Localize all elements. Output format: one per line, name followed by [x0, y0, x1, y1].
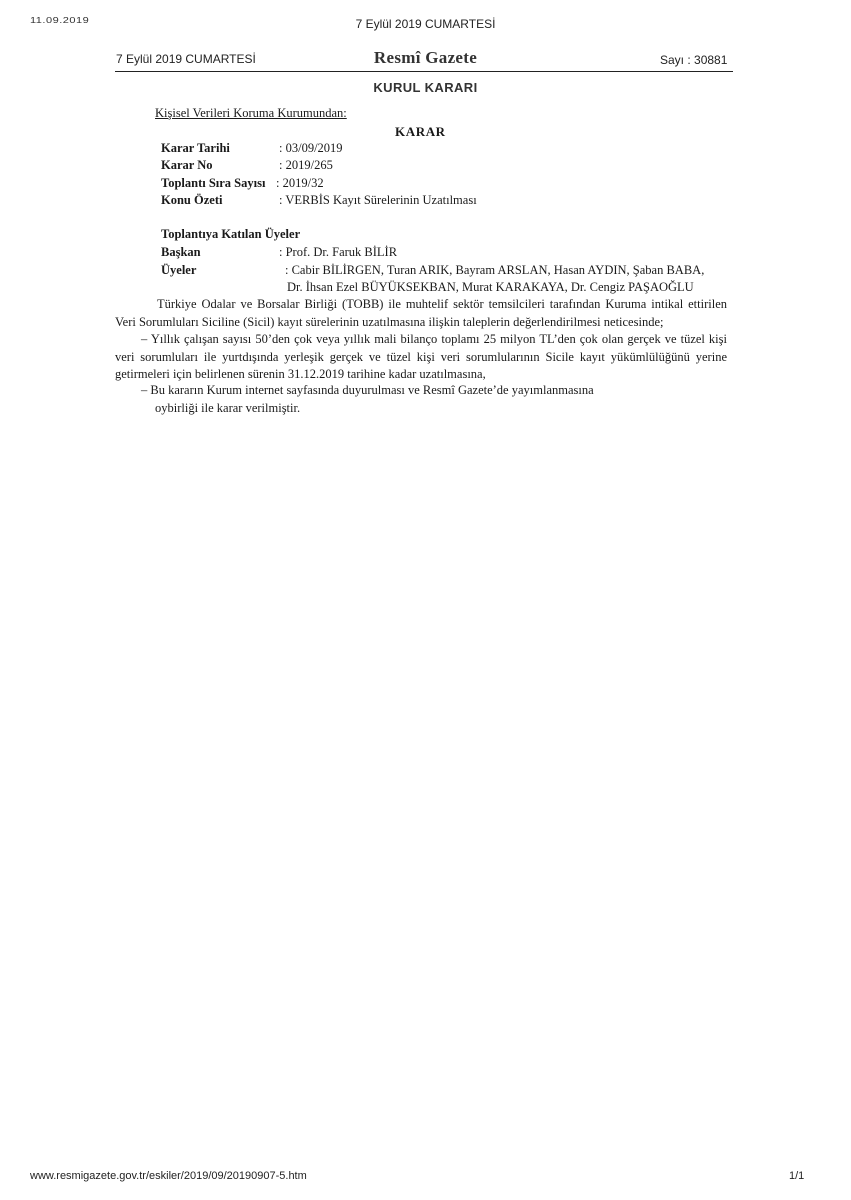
meta-label-subject: Konu Özeti [161, 193, 223, 207]
decision-heading: KARAR [395, 124, 446, 139]
section-title: KURUL KARARI [373, 80, 478, 95]
meta-label-session: Toplantı Sıra Sayısı [161, 176, 266, 190]
meta-label-date: Karar Tarihi [161, 141, 230, 155]
members-line-2: Dr. İhsan Ezel BÜYÜKSEKBAN, Murat KARAKAYA, Dr. Cengiz PAŞAOĞLU [287, 280, 694, 294]
gazette-date: 7 Eylül 2019 CUMARTESİ [116, 52, 256, 66]
meta-label-number: Karar No [161, 158, 213, 172]
meta-value-number: : 2019/265 [279, 158, 333, 172]
gazette-title: Resmî Gazete [373, 48, 478, 67]
members-heading: Toplantıya Katılan Üyeler [161, 227, 301, 241]
print-date: 11.09.2019 [30, 16, 90, 25]
meta-value-date: : 03/09/2019 [279, 141, 343, 155]
institution-name: Kişisel Verileri Koruma Kurumundan: [155, 106, 347, 120]
paragraph-1-text: Türkiye Odalar ve Borsalar Birliği (TOBB) ile muhtelif sektör temsilcileri tarafından Kuruma intikal ettirilen Veri Sorumluları Siciline (Sicil) kayıt sürelerinin uzatılmasına ilişkin taleplerin değerlendirilmesi neticesinde; [115, 297, 727, 329]
chair-value: : Prof. Dr. Faruk BİLİR [279, 245, 398, 259]
page-number: 1/1 [789, 1170, 805, 1182]
chair-label: Başkan [161, 245, 201, 259]
decision-paragraph-1 [115, 296, 727, 331]
decision-paragraph-3: – Bu kararın Kurum internet sayfasında duyurulması ve Resmî Gazete’de yayımlanmasına [141, 383, 594, 397]
meta-value-session: : 2019/32 [276, 176, 324, 190]
paragraph-2-text: – Yıllık çalışan sayısı 50’den çok veya yıllık mali bilanço toplamı 25 milyon TL’den çok olan gerçek ve tüzel kişi veri sorumluları ile yurtdışında yerleşik gerçek ve tüzel kişi veri sorumlularının Sicile kayıt yükümlülüğünü yerine getirmeleri için belirlenen sürenin 31.12.2019 tarihine kadar uzatılmasına, [115, 332, 727, 381]
header-divider [115, 71, 733, 72]
members-label: Üyeler [161, 263, 197, 277]
decision-paragraph-2 [115, 331, 727, 384]
members-line-1: : Cabir BİLİRGEN, Turan ARIK, Bayram ARSLAN, Hasan AYDIN, Şaban BABA, [285, 263, 705, 277]
decision-paragraph-4: oybirliği ile karar verilmiştir. [155, 401, 301, 415]
meta-value-subject: : VERBİS Kayıt Sürelerinin Uzatılması [279, 193, 477, 207]
page-url: www.resmigazete.gov.tr/eskiler/2019/09/20190907-5.htm [30, 1170, 307, 1182]
print-header-title: 7 Eylül 2019 CUMARTESİ [355, 17, 496, 31]
gazette-issue-number: Sayı : 30881 [660, 53, 728, 67]
